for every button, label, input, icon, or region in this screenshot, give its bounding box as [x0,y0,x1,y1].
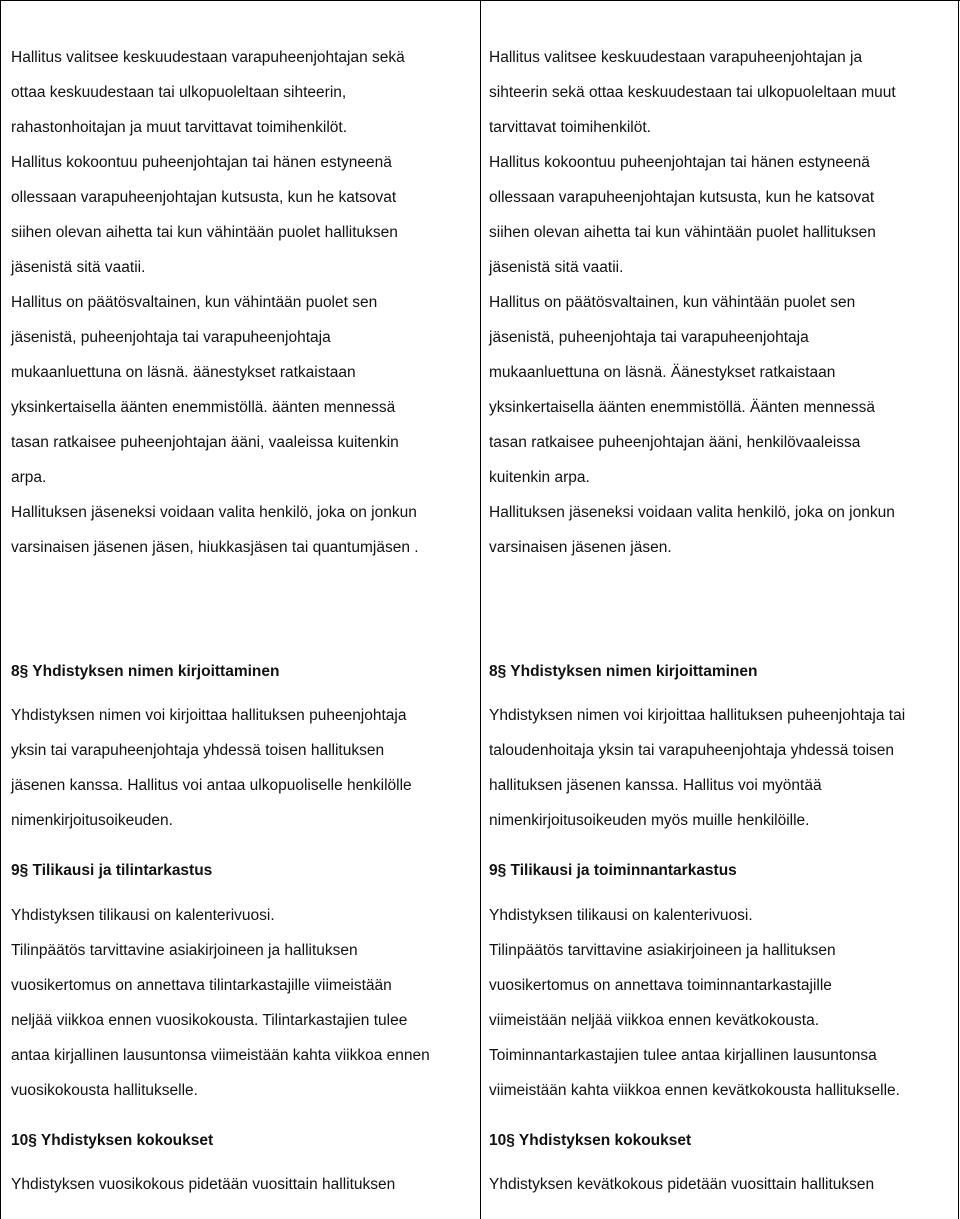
paragraph-line: viimeistään neljää viikkoa ennen kevätkokousta. [489,1012,819,1029]
paragraph-line: tarvittavat toimihenkilöt. [489,119,651,136]
paragraph-line: varsinaisen jäsenen jäsen, hiukkasjäsen tai quantumjäsen . [11,539,419,556]
paragraph-line: nimenkirjoitusoikeuden. [11,812,173,829]
paragraph-line: rahastonhoitajan ja muut tarvittavat toimihenkilöt. [11,119,348,136]
table-column-divider [480,0,481,1219]
section-heading-8: 8§ Yhdistyksen nimen kirjoittaminen [489,663,758,680]
paragraph-line: vuosikertomus on annettava toiminnantarkastajille [489,977,832,994]
paragraph-line: Hallitus on päätösvaltainen, kun vähintään puolet sen [11,294,378,311]
paragraph-line: Tilinpäätös tarvittavine asiakirjoineen ja hallituksen [489,942,836,959]
paragraph-line: Yhdistyksen nimen voi kirjoittaa hallituksen puheenjohtaja tai [489,707,906,724]
table-border-top [0,0,960,1]
paragraph-line: tasan ratkaisee puheenjohtajan ääni, henkilövaaleissa [489,434,861,451]
paragraph-line: arpa. [11,469,47,486]
paragraph-line: jäsenen kanssa. Hallitus voi antaa ulkopuoliselle henkilölle [11,777,412,794]
paragraph-line: Yhdistyksen nimen voi kirjoittaa hallituksen puheenjohtaja [11,707,407,724]
paragraph-line: yksinkertaisella äänten enemmistöllä. äänten mennessä [11,399,396,416]
paragraph-line: Hallitus kokoontuu puheenjohtajan tai hänen estyneenä [11,154,392,171]
paragraph-line: nimenkirjoitusoikeuden myös muille henkilöille. [489,812,810,829]
paragraph-line: siihen olevan aihetta tai kun vähintään puolet hallituksen [489,224,876,241]
paragraph-line: jäsenistä, puheenjohtaja tai varapuheenjohtaja [489,329,809,346]
paragraph-line: taloudenhoitaja yksin tai varapuheenjohtaja yhdessä toisen [489,742,895,759]
paragraph-line: hallituksen jäsenen kanssa. Hallitus voi myöntää [489,777,822,794]
paragraph-line: yksinkertaisella äänten enemmistöllä. Äänten mennessä [489,399,875,416]
paragraph-line: mukaanluettuna on läsnä. äänestykset ratkaistaan [11,364,356,381]
paragraph-line: varsinaisen jäsenen jäsen. [489,539,672,556]
section-heading-8: 8§ Yhdistyksen nimen kirjoittaminen [11,663,280,680]
paragraph-line: jäsenistä sitä vaatii. [489,259,624,276]
paragraph-line: Hallitus valitsee keskuudestaan varapuheenjohtajan sekä [11,49,405,66]
paragraph-line: vuosikokousta hallitukselle. [11,1082,198,1099]
paragraph-line: Yhdistyksen vuosikokous pidetään vuosittain hallituksen [11,1176,396,1193]
paragraph-line: siihen olevan aihetta tai kun vähintään puolet hallituksen [11,224,398,241]
paragraph-line: jäsenistä sitä vaatii. [11,259,146,276]
paragraph-line: mukaanluettuna on läsnä. Äänestykset ratkaistaan [489,364,836,381]
section-heading-9: 9§ Tilikausi ja tilintarkastus [11,862,213,879]
paragraph-line: neljää viikkoa ennen vuosikokousta. Tilintarkastajien tulee [11,1012,408,1029]
paragraph-line: Hallitus valitsee keskuudestaan varapuheenjohtajan ja [489,49,863,66]
section-heading-10: 10§ Yhdistyksen kokoukset [11,1132,214,1149]
paragraph-line: Hallitus on päätösvaltainen, kun vähintään puolet sen [489,294,856,311]
paragraph-line: yksin tai varapuheenjohtaja yhdessä toisen hallituksen [11,742,385,759]
paragraph-line: ollessaan varapuheenjohtajan kutsusta, kun he katsovat [489,189,875,206]
paragraph-line: Yhdistyksen tilikausi on kalenterivuosi. [11,907,275,924]
paragraph-line: ollessaan varapuheenjohtajan kutsusta, kun he katsovat [11,189,397,206]
paragraph-line: vuosikertomus on annettava tilintarkastajille viimeistään [11,977,392,994]
paragraph-line: Toiminnantarkastajien tulee antaa kirjallinen lausuntonsa [489,1047,877,1064]
paragraph-line: jäsenistä, puheenjohtaja tai varapuheenjohtaja [11,329,331,346]
section-heading-9: 9§ Tilikausi ja toiminnantarkastus [489,862,737,879]
paragraph-line: viimeistään kahta viikkoa ennen kevätkokousta hallitukselle. [489,1082,900,1099]
paragraph-line: ottaa keskuudestaan tai ulkopuoleltaan sihteerin, [11,84,347,101]
paragraph-line: Hallituksen jäseneksi voidaan valita henkilö, joka on jonkun [11,504,417,521]
paragraph-line: Hallitus kokoontuu puheenjohtajan tai hänen estyneenä [489,154,870,171]
paragraph-line: Hallituksen jäseneksi voidaan valita henkilö, joka on jonkun [489,504,895,521]
table-border-left [0,0,1,1219]
table-border-right [958,0,959,1219]
paragraph-line: Yhdistyksen tilikausi on kalenterivuosi. [489,907,753,924]
paragraph-line: Tilinpäätös tarvittavine asiakirjoineen ja hallituksen [11,942,358,959]
paragraph-line: kuitenkin arpa. [489,469,590,486]
paragraph-line: tasan ratkaisee puheenjohtajan ääni, vaaleissa kuitenkin [11,434,399,451]
paragraph-line: antaa kirjallinen lausuntonsa viimeistään kahta viikkoa ennen [11,1047,430,1064]
paragraph-line: sihteerin sekä ottaa keskuudestaan tai ulkopuoleltaan muut [489,84,896,101]
section-heading-10: 10§ Yhdistyksen kokoukset [489,1132,692,1149]
paragraph-line: Yhdistyksen kevätkokous pidetään vuosittain hallituksen [489,1176,875,1193]
